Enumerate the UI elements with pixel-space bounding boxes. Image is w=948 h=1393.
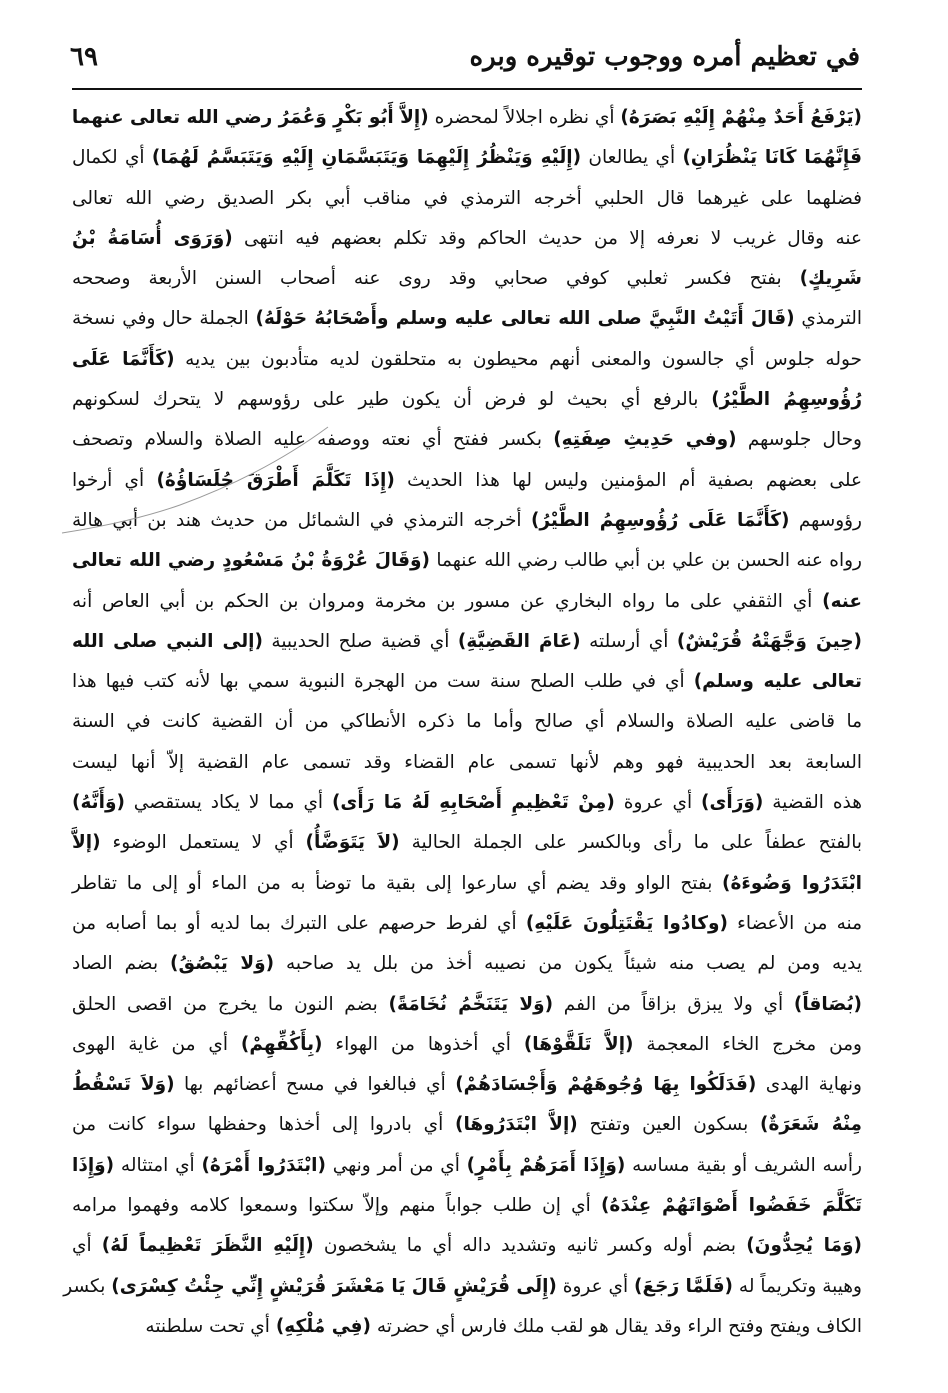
quoted-hadith-text: (مِنْ تَعْظِيمِ أَصْحَابِهِ لَهُ مَا رَأَى)	[331, 792, 615, 814]
commentary-text: أي تحت سلطنته	[145, 1315, 276, 1337]
header-rule	[72, 88, 862, 90]
text-line	[72, 743, 862, 783]
commentary-text: أي مما لا يكاد يستقصي	[124, 792, 332, 814]
quoted-hadith-text: (وَأَنَّهُ)	[72, 792, 125, 814]
commentary-text: رواه عنه الحسن بن علي بن أبي طالب رضي الله عنهما	[429, 550, 862, 572]
commentary-text: أي عروة	[556, 1275, 635, 1297]
text-line	[72, 501, 862, 541]
quoted-hadith-text: (وَلا يَتَنَخَّمُ نُخَامَةً)	[388, 993, 554, 1015]
commentary-text: بضم النون ما يخرج من اقصى الحلق	[72, 993, 389, 1015]
quoted-hadith-text: (كَأَنَّمَا عَلَى	[72, 348, 175, 370]
text-line	[72, 944, 862, 984]
text-line	[72, 1025, 862, 1065]
quoted-hadith-text: (إِلَى قُرَيْشٍ قَالَ يَا مَعْشَرَ قُرَيْشٍ إِنِّي جِئْتُ كِسْرَى)	[111, 1275, 557, 1297]
quoted-hadith-text: (وكادُوا يَقْتَتِلُونَ عَلَيْهِ)	[525, 912, 728, 934]
commentary-text: ما قاضى عليه الصلاة والسلام أي صالح وأما ما ذكره الأنطاكي من أن القضية كانت في السنة	[72, 711, 862, 733]
commentary-text: وهيبة وتكريماً له	[733, 1275, 862, 1297]
commentary-text: أي لكمال	[72, 147, 152, 169]
commentary-text: حوله جلوس أي جالسون والمعنى أنهم محيطون به متحلقون لديه متأدبون بين يديه	[174, 348, 862, 370]
commentary-text: أي أخذوها من الهواء	[322, 1033, 524, 1055]
commentary-text: أي أرخوا	[72, 469, 157, 491]
commentary-text: أي أرسلته	[580, 630, 677, 652]
quoted-hadith-text: (كَأَنَّمَا عَلَى رُؤُوسِهِمُ الطَّيْرُ)	[530, 509, 790, 531]
commentary-text: بالرفع أي بحيث لو فرض أن يكون طير على رؤوسهم لا يتحرك لسكونهم	[72, 389, 712, 411]
text-line	[72, 299, 862, 339]
page-number: ٦٩	[70, 42, 98, 72]
commentary-text: بضم أوله وكسر ثانيه وتشديد داله أي ما يشخصون	[313, 1235, 747, 1257]
commentary-text: عنه وقال غريب لا نعرفه إلا من حديث الحاكم وقد تكلم بعضهم فيه انتهى	[232, 227, 862, 249]
running-title: في تعظيم أمره ووجوب توقيره وبره	[469, 42, 860, 72]
quoted-hadith-text: (فَلَمَّا رَجَعَ)	[634, 1275, 734, 1297]
quoted-hadith-text: ابْتَدَرُوا وَضُوءَهُ)	[721, 872, 862, 894]
commentary-text: بكسر	[63, 1275, 112, 1297]
commentary-text: أي نظره اجلالاً لمحضره	[428, 107, 621, 128]
commentary-text: بكسر ففتح أي نعته ووصفه عليه الصلاة والسلام وتصحف	[72, 429, 554, 451]
text-line	[72, 783, 862, 823]
text-line	[72, 864, 862, 904]
text-line	[72, 1226, 862, 1266]
quoted-hadith-text: شَرِيكٍ)	[799, 268, 862, 290]
commentary-text: أخرجه الترمذي في الشمائل من حديث هند بن أبي هالة	[72, 509, 531, 531]
text-line	[72, 823, 862, 863]
quoted-hadith-text: (إِذَا تَكَلَّمَ أَطْرَقَ جُلَسَاؤُهُ)	[156, 469, 395, 491]
commentary-text: أي امتثاله	[114, 1154, 202, 1176]
text-line	[72, 98, 862, 138]
commentary-text: رؤوسهم	[789, 509, 862, 531]
text-line	[72, 1307, 862, 1347]
quoted-hadith-text: رُؤُوسِهِمُ الطَّيْرُ)	[711, 389, 862, 411]
quoted-hadith-text: (إِلَيْهِ النَّظَرَ تَعْظِيماً لَهُ)	[101, 1235, 314, 1257]
commentary-text: الجملة حال وفي نسخة	[72, 308, 256, 330]
running-head	[70, 42, 860, 86]
commentary-text: أي قضية صلح الحديبية	[262, 630, 458, 652]
commentary-text: ومن مخرج الخاء المعجمة	[633, 1033, 862, 1055]
commentary-text: السابعة بعد الحديبية فهو وهم لأنها تسمى عام القضاء وقد تسمى عام القضية إلاّ أنها ليست	[72, 751, 862, 773]
quoted-hadith-text: (وَلاَ تَسْقُطُ	[72, 1074, 175, 1096]
commentary-text: أي ولا يبزق بزاقاً من الفم	[553, 993, 794, 1015]
text-line	[72, 1105, 862, 1145]
text-line	[72, 340, 862, 380]
commentary-text: يديه ومن لم يصب منه شيئاً يكون من نصيبه أخذ من بلل يد صاحبه	[274, 953, 862, 975]
quoted-hadith-text: (حِينَ وَجَّهَتْهُ قُرَيْشٌ)	[676, 630, 862, 652]
text-line	[72, 179, 862, 219]
text-line	[72, 219, 862, 259]
quoted-hadith-text: (وَإِذَا	[72, 1154, 115, 1176]
quoted-hadith-text: (وَلا يَبْصُقُ)	[170, 953, 275, 975]
quoted-hadith-text: تَكَلَّمَ خَفَضُوا أَصْوَاتَهُمْ عِنْدَهُ)	[600, 1195, 862, 1217]
text-line	[72, 259, 862, 299]
commentary-text: ونهاية الهدى	[756, 1074, 862, 1096]
commentary-text: بفتح فكسر ثعلبي كوفي صحابي وقد روى عنه أصحاب السنن الأربعة وصححه	[72, 268, 800, 290]
text-line	[72, 702, 862, 742]
quoted-hadith-text: (إلاَّ تَلَقَّوْهَا)	[523, 1033, 634, 1055]
commentary-text: أي من أمر ونهي	[325, 1154, 467, 1176]
body-text	[63, 98, 863, 1368]
quoted-hadith-text: مِنْهُ شَعَرَةٌ)	[759, 1114, 863, 1136]
quoted-hadith-text: (بُصَاقاً)	[793, 993, 862, 1015]
text-line	[72, 1065, 862, 1105]
text-line	[72, 461, 862, 501]
text-line	[72, 622, 862, 662]
quoted-hadith-text: (إِلاَّ أَبُو بَكْرٍ وَعُمَرُ رضي الله تعالى عنهما	[71, 107, 429, 128]
commentary-text: أي يطالعان	[581, 147, 683, 169]
quoted-hadith-text: (لاَ يَتَوَضَّأُ)	[305, 832, 400, 854]
quoted-hadith-text: (وَرَوَى أُسَامَةُ بْنُ	[72, 227, 233, 249]
commentary-text: أي بادروا إلى أخذها وحفظها سواء كانت من	[72, 1114, 455, 1136]
quoted-hadith-text: (فَدَلَكُوا بِهَا وُجُوهَهُمْ وَأَجْسَادَهُمْ)	[455, 1074, 757, 1096]
quoted-hadith-text: (قَالَ أَتَيْتُ النَّبِيَّ صلى الله تعالى عليه وسلم وأَصْحَابُهُ حَوْلَهُ)	[255, 308, 795, 330]
commentary-text: بسكون العين وتفتح	[577, 1114, 760, 1136]
text-line	[72, 380, 862, 420]
commentary-text: على بعضهم بصفية أم المؤمنين وليس لها هذا الحديث	[394, 469, 862, 491]
quoted-hadith-text: فَإِنَّهُمَا كَانَا يَنْظُرَانِ)	[682, 147, 862, 169]
commentary-text: الترمذي	[794, 308, 862, 330]
commentary-text: الكاف ويفتح وفتح الراء وقد يقال هو لقب ملك فارس أي حضرته	[370, 1315, 862, 1337]
quoted-hadith-text: (بِأَكُفِّهِمْ)	[240, 1033, 323, 1055]
commentary-text: هذه القضية	[763, 792, 862, 814]
quoted-hadith-text: (وفي حَدِيثِ صِفَتِهِ)	[553, 429, 737, 451]
text-line	[72, 138, 862, 178]
commentary-text: أي في طلب الصلح سنة ست من الهجرة النبوية سمي بها لأنه كتب فيها هذا	[72, 671, 694, 693]
quoted-hadith-text: (وَإِذَا أَمَرَهُمْ بِأَمْرٍ)	[466, 1154, 626, 1176]
commentary-text: أي إن طلب جواباً منهم وإلاّ سكتوا وسمعوا كلامه وفهموا مرامه	[72, 1195, 601, 1217]
quoted-hadith-text: (إلاَّ	[72, 832, 101, 854]
commentary-text: أي	[72, 1235, 102, 1257]
quoted-hadith-text: عنه)	[822, 590, 862, 612]
text-line	[72, 541, 862, 581]
text-line	[72, 1146, 862, 1186]
quoted-hadith-text: (وَرَأَى)	[701, 792, 764, 814]
quoted-hadith-text: (إِلَيْهِ وَيَنْظُرُ إِلَيْهِمَا وَيَتَبَسَّمَانِ إِلَيْهِ وَيَتَبَسَّمُ لَهُمَا)	[151, 147, 582, 169]
quoted-hadith-text: (فِي مُلْكِهِ)	[275, 1315, 371, 1337]
commentary-text: رأسه الشريف أو بقية مساسه	[625, 1154, 862, 1176]
commentary-text: أي فبالغوا في مسح أعضائهم بها	[174, 1074, 456, 1096]
commentary-text: بالفتح عطفاً على ما رأى وبالكسر على الجملة الحالية	[399, 832, 862, 854]
quoted-hadith-text: (إلى النبي صلى الله	[72, 630, 263, 652]
text-line	[72, 985, 862, 1025]
quoted-hadith-text: تعالى عليه وسلم)	[693, 671, 863, 693]
commentary-text: فضلهما على غيرهما قال الحلبي أخرجه الترمذي في مناقب أبي بكر الصديق رضي الله تعالى	[72, 187, 862, 209]
commentary-text: أي لفرط حرصهم على التبرك بما لديه أو بما أصابه من	[72, 912, 526, 934]
quoted-hadith-text: (يَرْفَعُ أَحَدٌ مِنْهُمْ إِلَيْهِ بَصَرَهُ)	[620, 107, 862, 128]
commentary-text: أي من غاية الهوى	[72, 1033, 241, 1055]
commentary-text: أي لا يستعمل الوضوء	[100, 832, 306, 854]
commentary-text: منه من الأعضاء	[728, 912, 862, 934]
commentary-text: وحال جلوسهم	[736, 429, 862, 451]
quoted-hadith-text: (ابْتَدَرُوا أَمْرَهُ)	[201, 1154, 326, 1176]
text-line	[72, 662, 862, 702]
quoted-hadith-text: (عَامَ القَضِيَّةِ)	[457, 630, 581, 652]
text-line	[72, 582, 862, 622]
quoted-hadith-text: (وَقَالَ عُرْوَةُ بْنُ مَسْعُودٍ رضي الله تعالى	[72, 550, 430, 572]
text-line	[72, 420, 862, 460]
quoted-hadith-text: (وَمَا يُحِدُّونَ)	[746, 1235, 862, 1257]
text-line	[72, 904, 862, 944]
commentary-text: بضم الصاد	[72, 953, 170, 975]
quoted-hadith-text: (إلاَّ ابْتَدَرُوهَا)	[455, 1114, 578, 1136]
text-line	[72, 1186, 862, 1226]
text-line	[63, 1267, 862, 1307]
commentary-text: أي عروة	[614, 792, 702, 814]
commentary-text: أي الثقفي على ما رواه البخاري عن مسور بن مخرمة ومروان بن الحكم بن أبي العاص أنه	[72, 590, 823, 612]
commentary-text: بفتح الواو وقد يضم أي سارعوا إلى بقية ما توضأ به من الماء أو إلى ما تقاطر	[72, 872, 722, 894]
